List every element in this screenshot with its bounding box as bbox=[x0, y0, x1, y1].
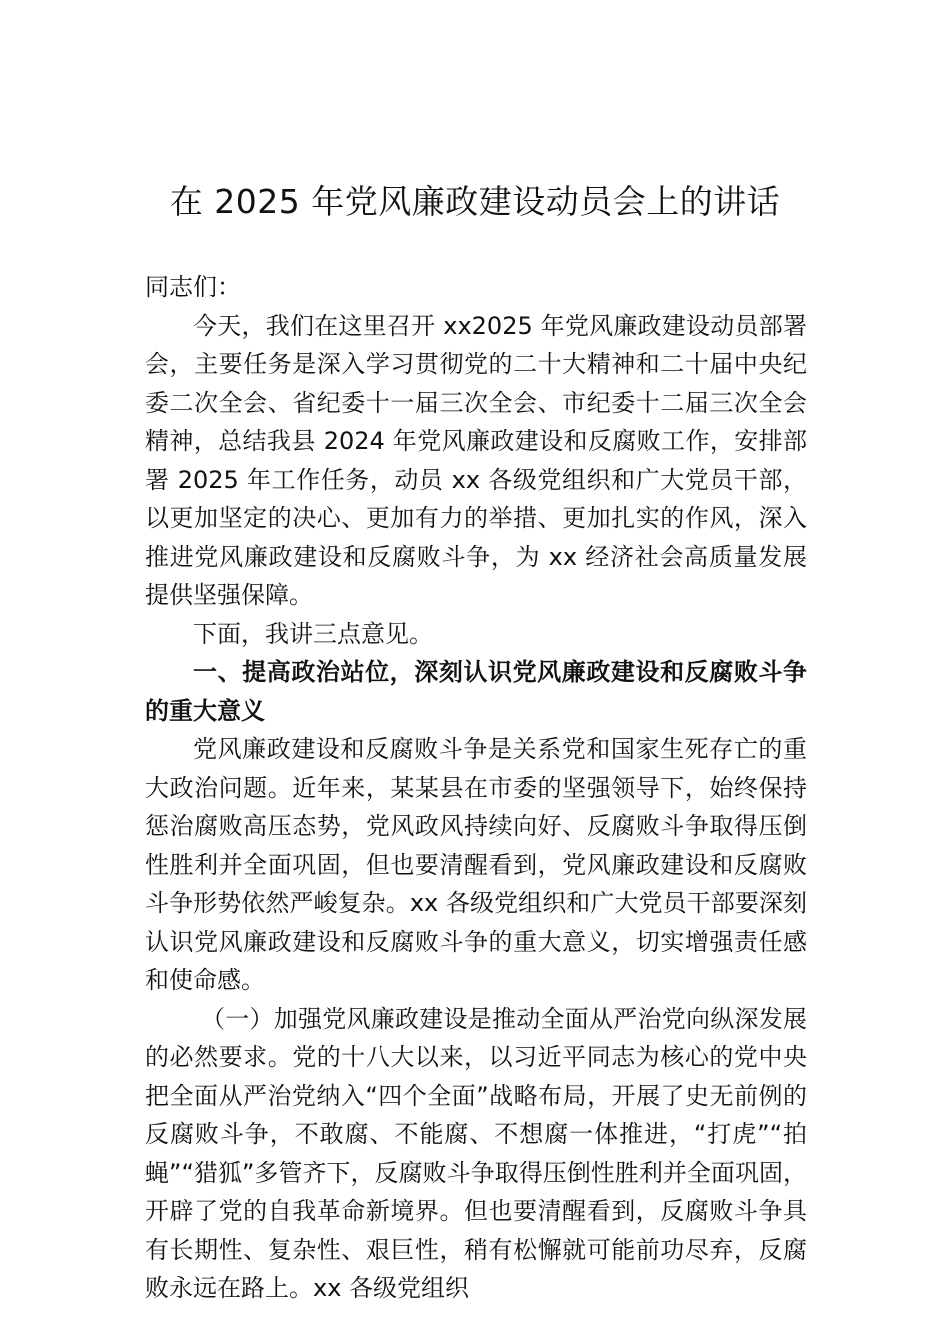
document-title: 在 2025 年党风廉政建设动员会上的讲话 bbox=[169, 182, 781, 221]
salutation: 同志们： bbox=[145, 273, 241, 301]
document-body bbox=[145, 268, 807, 1308]
paragraph-section-1: 党风廉政建设和反腐败斗争是关系党和国家生死存亡的重大政治问题。近年来，某某县在市委的坚强领导下，始终保持惩治腐败高压态势，党风政风持续向好、反腐败斗争取得压倒性胜利并全面巩固，但也要清醒看到，党风廉政建设和反腐败斗争形势依然严峻复杂。xx 各级党组织和广大党员干部要深刻认识党风廉政建设和反腐败斗争的重大意义，切实增强责任感和使命感。 bbox=[145, 735, 807, 994]
paragraph-subsection-1: （一）加强党风廉政建设是推动全面从严治党向纵深发展的必然要求。党的十八大以来，以习近平同志为核心的党中央把全面从严治党纳入“四个全面”战略布局，开展了史无前例的反腐败斗争，不敢腐、不能腐、不想腐一体推进，“打虎”“拍蝇”“猎狐”多管齐下，反腐败斗争取得压倒性胜利并全面巩固，开辟了党的自我革命新境界。但也要清醒看到，反腐败斗争具有长期性、复杂性、艰巨性，稍有松懈就可能前功尽弃，反腐败永远在路上。xx 各级党组织 bbox=[145, 1004, 807, 1302]
paragraph-outline: 下面，我讲三点意见。 bbox=[193, 619, 433, 648]
section-heading-1: 一、提高政治站位，深刻认识党风廉政建设和反腐败斗争的重大意义 bbox=[145, 658, 807, 725]
paragraph-intro: 今天，我们在这里召开 xx2025 年党风廉政建设动员部署会，主要任务是深入学习贯彻党的二十大精神和二十届中央纪委二次全会、省纪委十一届三次全会、市纪委十二届三次全会精神，总结我县 2024 年党风廉政建设和反腐败工作，安排部署 2025 年工作任务，动员 xx 各级党组织和广大党员干部，以更加坚定的决心、更加有力的举措、更加扎实的作风，深入推进党风廉政建设和反腐败斗争，为 xx 经济社会高质量发展提供坚强保障。 bbox=[145, 311, 807, 609]
